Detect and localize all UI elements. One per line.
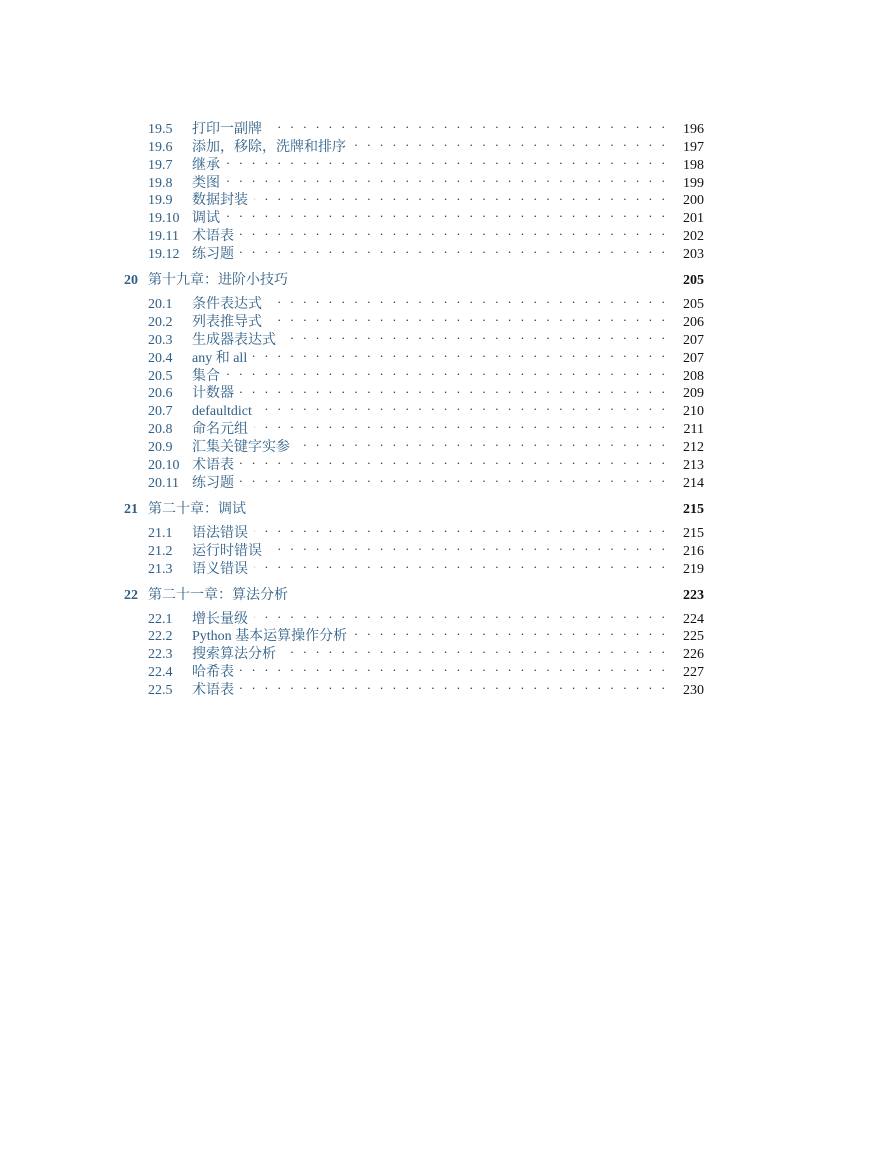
section-page-number: 207	[683, 350, 704, 366]
section-title-link[interactable]: 术语表	[192, 458, 234, 474]
chapter-page-number: 205	[683, 273, 704, 289]
section-page-number: 226	[683, 647, 704, 663]
section-number: 20.6	[148, 386, 173, 402]
section-title-link[interactable]: 搜索算法分析	[192, 647, 276, 663]
section-number: 21.1	[148, 525, 173, 541]
toc-section-entry[interactable]	[124, 290, 704, 313]
dot-leader	[254, 187, 668, 205]
section-page-number: 205	[683, 297, 704, 313]
section-title-link[interactable]: 调试	[192, 211, 220, 227]
dot-leader	[240, 676, 668, 694]
section-title-link[interactable]: 继承	[192, 157, 220, 173]
section-title-link[interactable]: 术语表	[192, 683, 234, 699]
section-title-link[interactable]: 练习题	[192, 247, 234, 263]
section-number: 19.10	[148, 211, 180, 227]
section-title-link[interactable]: 生成器表达式	[192, 332, 276, 348]
section-title-link[interactable]: 列表推导式	[192, 314, 262, 330]
dot-leader	[240, 658, 668, 676]
section-page-number: 206	[683, 314, 704, 330]
section-number: 20.7	[148, 404, 173, 420]
dot-leader	[226, 151, 668, 169]
section-number: 19.6	[148, 139, 173, 155]
toc-chapter-entry[interactable]	[124, 587, 704, 605]
dot-leader	[226, 362, 668, 380]
section-title-link[interactable]: defaultdict	[192, 404, 252, 420]
toc-chapter-block	[124, 501, 704, 577]
section-page-number: 199	[683, 175, 704, 191]
dot-leader	[352, 133, 668, 151]
section-title-link[interactable]: 语法错误	[192, 525, 248, 541]
section-number: 22.2	[148, 629, 173, 645]
chapter-number: 20	[124, 273, 138, 289]
section-number: 22.1	[148, 611, 173, 627]
dot-leader	[240, 222, 668, 240]
section-page-number: 203	[683, 247, 704, 263]
chapter-page-number: 223	[683, 587, 704, 603]
dot-leader	[268, 537, 668, 555]
section-title-link[interactable]: 哈希表	[192, 665, 234, 681]
section-page-number: 210	[683, 404, 704, 420]
section-title-link[interactable]: 数据封装	[192, 193, 248, 209]
section-page-number: 219	[683, 561, 704, 577]
section-title-link[interactable]: 增长量级	[192, 611, 248, 627]
section-page-number: 196	[683, 121, 704, 137]
section-title-link[interactable]: 打印一副牌	[192, 121, 262, 137]
dot-leader	[353, 622, 668, 640]
section-number: 22.3	[148, 647, 173, 663]
dot-leader	[226, 169, 668, 187]
section-page-number: 212	[683, 440, 704, 456]
section-number: 20.4	[148, 350, 173, 366]
dot-leader	[240, 469, 668, 487]
section-title-link[interactable]: 语义错误	[192, 561, 248, 577]
section-page-number: 227	[683, 665, 704, 681]
section-number: 19.7	[148, 157, 173, 173]
section-title-link[interactable]: any 和 all	[192, 350, 248, 366]
toc-section-entry[interactable]	[124, 605, 704, 627]
section-title-link[interactable]: 术语表	[192, 229, 234, 245]
toc-chapter-block	[124, 115, 704, 263]
section-title-link[interactable]: Python 基本运算操作分析	[192, 629, 348, 645]
section-page-number: 211	[683, 422, 704, 438]
section-title-link[interactable]: 条件表达式	[192, 297, 262, 313]
section-number: 19.8	[148, 175, 173, 191]
section-page-number: 209	[683, 386, 704, 402]
section-number: 21.2	[148, 543, 173, 559]
dot-leader	[268, 115, 668, 133]
toc-chapter-entry[interactable]	[124, 501, 704, 519]
section-number: 22.4	[148, 665, 173, 681]
section-title-link[interactable]: 运行时错误	[192, 543, 262, 559]
section-title-link[interactable]: 集合	[192, 368, 220, 384]
dot-leader	[282, 326, 668, 344]
section-page-number: 201	[683, 211, 704, 227]
section-page-number: 214	[683, 475, 704, 491]
toc-section-entry[interactable]	[124, 519, 704, 541]
section-page-number: 207	[683, 332, 704, 348]
section-number: 20.8	[148, 422, 173, 438]
section-page-number: 213	[683, 458, 704, 474]
section-number: 19.12	[148, 247, 180, 263]
dot-leader	[268, 290, 668, 308]
section-title-link[interactable]: 类图	[192, 175, 220, 191]
dot-leader	[254, 415, 668, 433]
section-title-link[interactable]: 练习题	[192, 475, 234, 491]
section-title-link[interactable]: 计数器	[192, 386, 234, 402]
section-number: 20.10	[148, 458, 180, 474]
dot-leader	[258, 397, 668, 415]
section-number: 22.5	[148, 683, 173, 699]
dot-leader	[253, 344, 668, 362]
chapter-number: 21	[124, 501, 138, 517]
dot-leader	[296, 433, 668, 451]
section-page-number: 208	[683, 368, 704, 384]
toc-section-entry[interactable]	[124, 115, 704, 137]
dot-leader	[226, 204, 668, 222]
chapter-title-link[interactable]: 第二十一章：算法分析	[148, 587, 288, 603]
chapter-title-link[interactable]: 第十九章：进阶小技巧	[148, 273, 288, 289]
chapter-number: 22	[124, 587, 138, 603]
toc-chapter-block	[124, 587, 704, 699]
section-title-link[interactable]: 添加，移除，洗牌和排序	[192, 139, 346, 155]
section-page-number: 224	[683, 611, 704, 627]
dot-leader	[268, 308, 668, 326]
dot-leader	[240, 240, 668, 258]
section-number: 20.11	[148, 475, 179, 491]
section-page-number: 200	[683, 193, 704, 209]
section-page-number: 215	[683, 525, 704, 541]
section-number: 19.5	[148, 121, 173, 137]
section-number: 19.9	[148, 193, 173, 209]
dot-leader	[254, 555, 668, 573]
table-of-contents	[124, 115, 704, 708]
section-number: 20.9	[148, 440, 173, 456]
dot-leader	[240, 451, 668, 469]
dot-leader	[282, 640, 668, 658]
section-page-number: 225	[683, 629, 704, 645]
dot-leader	[240, 380, 668, 398]
section-title-link[interactable]: 汇集关键字实参	[192, 440, 290, 456]
section-number: 19.11	[148, 229, 179, 245]
section-number: 20.3	[148, 332, 173, 348]
chapter-title-link[interactable]: 第二十章：调试	[148, 501, 246, 517]
section-number: 20.5	[148, 368, 173, 384]
dot-leader	[254, 519, 668, 537]
section-page-number: 197	[683, 139, 704, 155]
chapter-page-number: 215	[683, 501, 704, 517]
section-number: 20.1	[148, 297, 173, 313]
dot-leader	[254, 605, 668, 623]
toc-chapter-block	[124, 272, 704, 491]
toc-chapter-entry[interactable]	[124, 272, 704, 290]
section-page-number: 202	[683, 229, 704, 245]
section-page-number: 198	[683, 157, 704, 173]
section-number: 20.2	[148, 314, 173, 330]
section-number: 21.3	[148, 561, 173, 577]
section-page-number: 230	[683, 683, 704, 699]
section-title-link[interactable]: 命名元组	[192, 422, 248, 438]
section-page-number: 216	[683, 543, 704, 559]
